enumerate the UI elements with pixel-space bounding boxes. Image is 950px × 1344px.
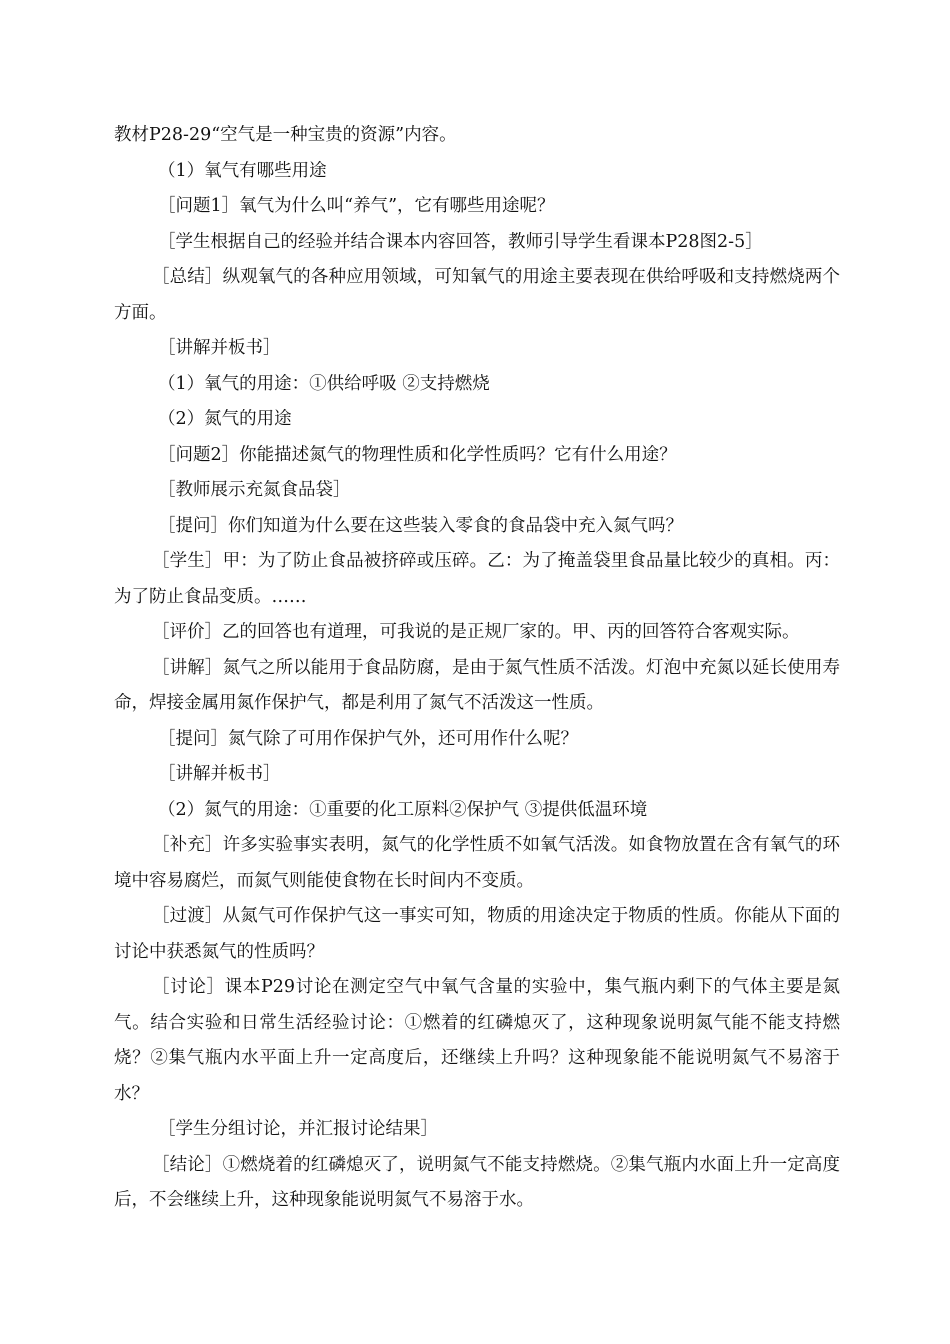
paragraph-question-1: ［问题1］氧气为什么叫“养气”，它有哪些用途呢？	[158, 196, 555, 216]
paragraph-conclusion: ［结论］①燃烧着的红磷熄灭了，说明氮气不能支持燃烧。②集气瓶内水面上升一定高度后，不会继续上升，这种现象能说明氮气不易溶于水。	[114, 1154, 840, 1210]
paragraph-teacher-demo: ［教师展示充氮食品袋］	[158, 480, 351, 500]
paragraph-supplement: ［补充］许多实验事实表明，氮气的化学性质不如氧气活泼。如食物放置在含有氧气的环境中容易腐烂，而氮气则能使食物在长时间内不变质。	[114, 835, 840, 891]
paragraph-explain-board-2: ［讲解并板书］	[158, 764, 281, 784]
paragraph-oxygen-uses-list: （1）氧气的用途：①供给呼吸 ②支持燃烧	[158, 373, 490, 394]
paragraph-transition: ［过渡］从氮气可作保护气这一事实可知，物质的用途决定于物质的性质。你能从下面的讨论中获悉氮气的性质吗？	[114, 906, 840, 962]
paragraph-question-bag: ［提问］你们知道为什么要在这些装入零食的食品袋中充入氮气吗？	[158, 515, 683, 536]
paragraph-question-2: ［问题2］你能描述氮气的物理性质和化学性质吗？它有什么用途？	[158, 444, 677, 465]
heading-nitrogen-uses: （2）氮气的用途	[158, 409, 292, 429]
paragraph-textbook-reference: 教材P28-29“空气是一种宝贵的资源”内容。	[114, 125, 457, 145]
paragraph-group-discussion: ［学生分组讨论，并汇报讨论结果］	[158, 1119, 438, 1139]
paragraph-explanation-nitrogen: ［讲解］氮气之所以能用于食品防腐，是由于氮气性质不活泼。灯泡中充氮以延长使用寿命，焊接金属用氮作保护气，都是利用了氮气不活泼这一性质。	[114, 657, 840, 713]
paragraph-discussion: ［讨论］课本P29讨论在测定空气中氧气含量的实验中，集气瓶内剩下的气体主要是氮气。结合实验和日常生活经验讨论：①燃着的红磷熄灭了，这种现象说明氮气能不能支持燃烧？②集气瓶内水平面上升一定高度后，还继续上升吗？这种现象能不能说明氮气不易溶于水？	[114, 977, 840, 1104]
paragraph-nitrogen-uses-list: （2）氮气的用途：①重要的化工原料②保护气 ③提供低温环境	[158, 799, 648, 820]
paragraph-student-responses: ［学生］甲：为了防止食品被挤碎或压碎。乙：为了掩盖袋里食品量比较少的真相。丙：为了防止食品变质。……	[114, 551, 840, 607]
heading-oxygen-uses: （1）氧气有哪些用途	[158, 160, 327, 181]
paragraph-question-other-uses: ［提问］氮气除了可用作保护气外，还可用作什么呢？	[158, 728, 578, 749]
paragraph-evaluation: ［评价］乙的回答也有道理，可我说的是正规厂家的。甲、丙的回答符合客观实际。	[152, 622, 800, 642]
paragraph-summary: ［总结］纵观氧气的各种应用领域，可知氧气的用途主要表现在供给呼吸和支持燃烧两个方面。	[114, 267, 840, 323]
paragraph-student-answer-guide: ［学生根据自己的经验并结合课本内容回答，教师引导学生看课本P28图2-5］	[158, 231, 763, 252]
paragraph-explain-board-1: ［讲解并板书］	[158, 338, 281, 358]
